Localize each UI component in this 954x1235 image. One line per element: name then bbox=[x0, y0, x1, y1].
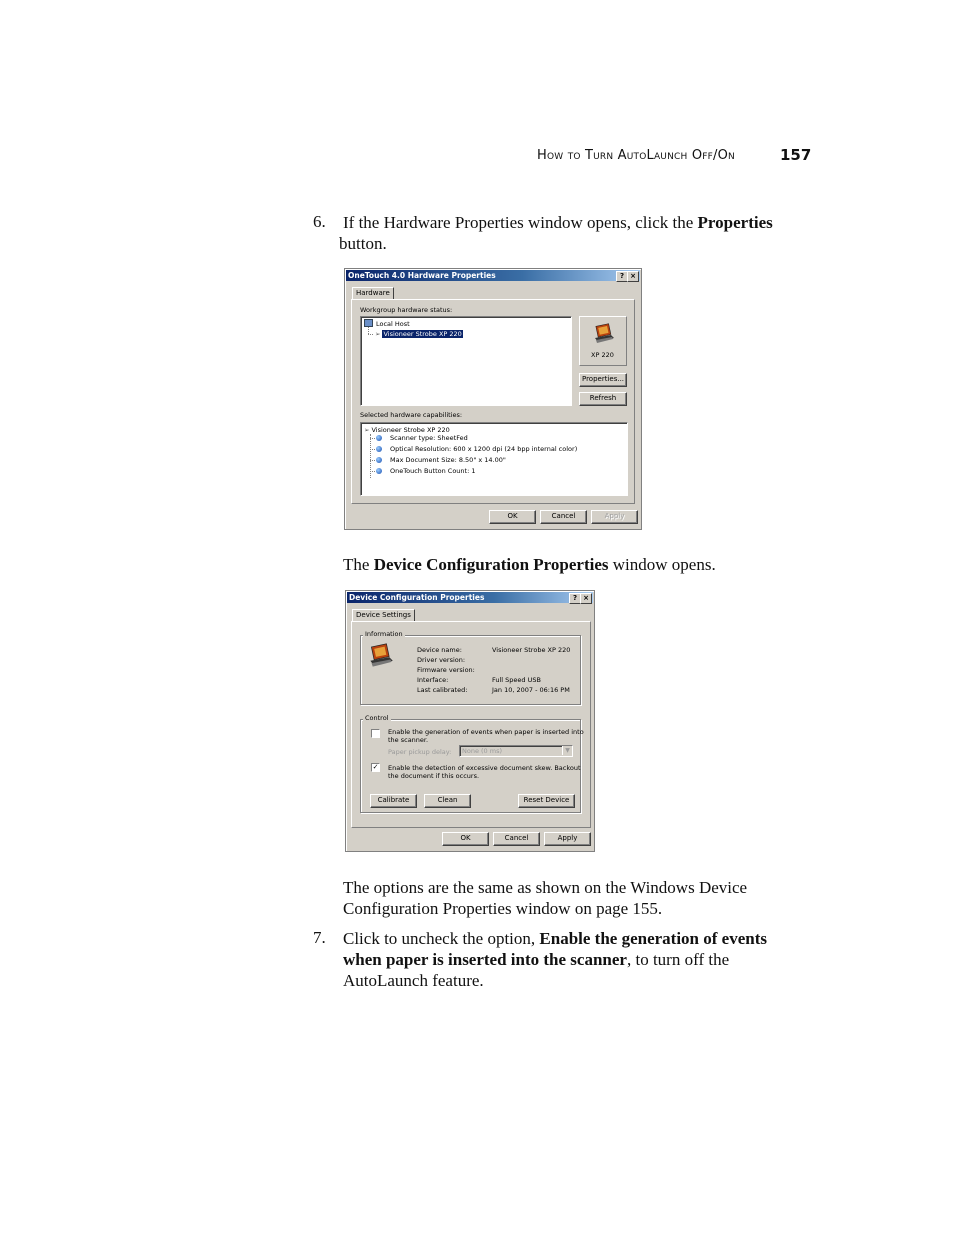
device-caption: XP 220 bbox=[591, 351, 614, 359]
info-value-device-name: Visioneer Strobe XP 220 bbox=[492, 646, 571, 654]
cap-root-label: Visioneer Strobe XP 220 bbox=[371, 426, 450, 434]
step-7-line3: AutoLaunch feature. bbox=[343, 971, 484, 990]
info-bullet-icon bbox=[376, 435, 382, 441]
clean-button[interactable]: Clean bbox=[424, 794, 471, 808]
help-icon[interactable]: ? bbox=[569, 593, 581, 604]
capability-item: Max Document Size: 8.50" x 14.00" bbox=[390, 456, 506, 464]
scanner-arrow-icon: ➢ bbox=[364, 426, 370, 434]
ok-button[interactable]: OK bbox=[489, 510, 536, 524]
paper-pickup-delay-select[interactable] bbox=[459, 745, 573, 757]
properties-button[interactable]: Properties... bbox=[579, 373, 627, 387]
caption1-before: The bbox=[343, 555, 374, 574]
tab-hardware[interactable]: Hardware bbox=[352, 287, 394, 300]
tree-child-label: Visioneer Strobe XP 220 bbox=[383, 330, 462, 338]
info-label-last-calibrated: Last calibrated: bbox=[417, 686, 468, 694]
info-label-driver-version: Driver version: bbox=[417, 656, 466, 664]
tree-connector-line bbox=[368, 327, 369, 334]
reset-device-button[interactable]: Reset Device bbox=[518, 794, 575, 808]
dialog2-titlebar bbox=[347, 592, 593, 603]
info-bullet-icon bbox=[376, 468, 382, 474]
info-label-interface: Interface: bbox=[417, 676, 449, 684]
enable-events-checkbox[interactable] bbox=[371, 729, 380, 738]
enable-events-label-line1: Enable the generation of events when paper is inserted into bbox=[388, 728, 584, 736]
step-6-number: 6. bbox=[313, 212, 326, 231]
apply-button[interactable]: Apply bbox=[591, 510, 638, 524]
calibrate-button[interactable]: Calibrate bbox=[370, 794, 417, 808]
tree-connector-line bbox=[370, 449, 375, 450]
paper-pickup-delay-label: Paper pickup delay: bbox=[388, 748, 452, 756]
step-6-bold: Properties bbox=[697, 213, 773, 232]
status-label: Workgroup hardware status: bbox=[360, 306, 453, 314]
step-6-text-after: button. bbox=[339, 234, 387, 253]
dialog1-titlebar bbox=[346, 270, 640, 281]
enable-events-label-line2: the scanner. bbox=[388, 736, 429, 744]
step-7-bold2: when paper is inserted into the scanner bbox=[343, 950, 627, 969]
caption-device-config bbox=[343, 554, 716, 575]
page-number: 157 bbox=[780, 146, 812, 164]
dialog2-title: Device Configuration Properties bbox=[349, 593, 485, 602]
tree-connector-line bbox=[370, 460, 375, 461]
detect-skew-label-line2: the document if this occurs. bbox=[388, 772, 480, 780]
capability-item: OneTouch Button Count: 1 bbox=[390, 467, 476, 475]
paper-pickup-delay-value: None (0 ms) bbox=[462, 747, 503, 755]
step-6-text-before: If the Hardware Properties window opens, click the bbox=[343, 213, 698, 232]
chevron-down-icon[interactable]: ▼ bbox=[562, 746, 572, 755]
control-group-label: Control bbox=[365, 714, 389, 722]
capability-item: Scanner type: SheetFed bbox=[390, 434, 468, 442]
tree-root-label: Local Host bbox=[376, 320, 410, 328]
scanner-icon bbox=[593, 323, 615, 345]
step-7-text-before: Click to uncheck the option, bbox=[343, 929, 540, 948]
apply-button[interactable]: Apply bbox=[544, 832, 591, 846]
options-line1: The options are the same as shown on the Windows Device bbox=[343, 878, 748, 897]
info-value-last-calibrated: Jan 10, 2007 - 06:16 PM bbox=[492, 686, 570, 694]
caption1-bold: Device Configuration Properties bbox=[373, 555, 609, 574]
caption1-after: window opens. bbox=[608, 555, 716, 574]
scanner-arrow-icon: ➢ bbox=[375, 330, 381, 338]
tree-connector-line bbox=[370, 438, 375, 439]
capabilities-tree[interactable] bbox=[360, 422, 628, 496]
step-7-bold1: Enable the generation of events bbox=[539, 929, 767, 948]
info-label-firmware-version: Firmware version: bbox=[417, 666, 475, 674]
step-7-number: 7. bbox=[313, 928, 326, 947]
info-value-interface: Full Speed USB bbox=[492, 676, 541, 684]
tab-device-settings[interactable]: Device Settings bbox=[352, 609, 415, 622]
detect-skew-label-line1: Enable the detection of excessive document skew. Backout bbox=[388, 764, 581, 772]
step-6-text bbox=[339, 212, 793, 254]
options-paragraph bbox=[343, 877, 793, 919]
ok-button[interactable]: OK bbox=[442, 832, 489, 846]
scanner-icon bbox=[368, 643, 394, 669]
hardware-tree[interactable] bbox=[360, 316, 572, 406]
running-header: How to Turn AutoLaunch Off/On bbox=[537, 148, 735, 163]
tree-root-item[interactable] bbox=[364, 319, 410, 328]
help-icon[interactable]: ? bbox=[616, 271, 628, 282]
device-config-dialog bbox=[345, 590, 595, 852]
info-bullet-icon bbox=[376, 446, 382, 452]
cap-root-item bbox=[364, 426, 450, 434]
dialog1-title: OneTouch 4.0 Hardware Properties bbox=[348, 271, 496, 280]
step-7-text bbox=[343, 928, 803, 991]
close-icon[interactable]: × bbox=[627, 271, 639, 282]
tree-connector-line bbox=[370, 471, 375, 472]
information-group-label: Information bbox=[365, 630, 403, 638]
tree-connector-line bbox=[368, 334, 373, 335]
info-label-device-name: Device name: bbox=[417, 646, 462, 654]
close-icon[interactable]: × bbox=[580, 593, 592, 604]
cancel-button[interactable]: Cancel bbox=[493, 832, 540, 846]
cancel-button[interactable]: Cancel bbox=[540, 510, 587, 524]
info-bullet-icon bbox=[376, 457, 382, 463]
options-line2: Configuration Properties window on page 155. bbox=[343, 899, 663, 918]
tree-child-item[interactable] bbox=[375, 330, 463, 338]
detect-skew-checkbox[interactable]: ✓ bbox=[372, 763, 379, 771]
device-icon-box[interactable] bbox=[579, 316, 627, 366]
capabilities-label: Selected hardware capabilities: bbox=[360, 411, 463, 419]
computer-icon bbox=[364, 319, 373, 327]
step-7-text-after: , to turn off the bbox=[626, 950, 730, 969]
capability-item: Optical Resolution: 600 x 1200 dpi (24 bpp internal color) bbox=[390, 445, 578, 453]
refresh-button[interactable]: Refresh bbox=[579, 392, 627, 406]
hardware-properties-dialog bbox=[344, 268, 642, 530]
